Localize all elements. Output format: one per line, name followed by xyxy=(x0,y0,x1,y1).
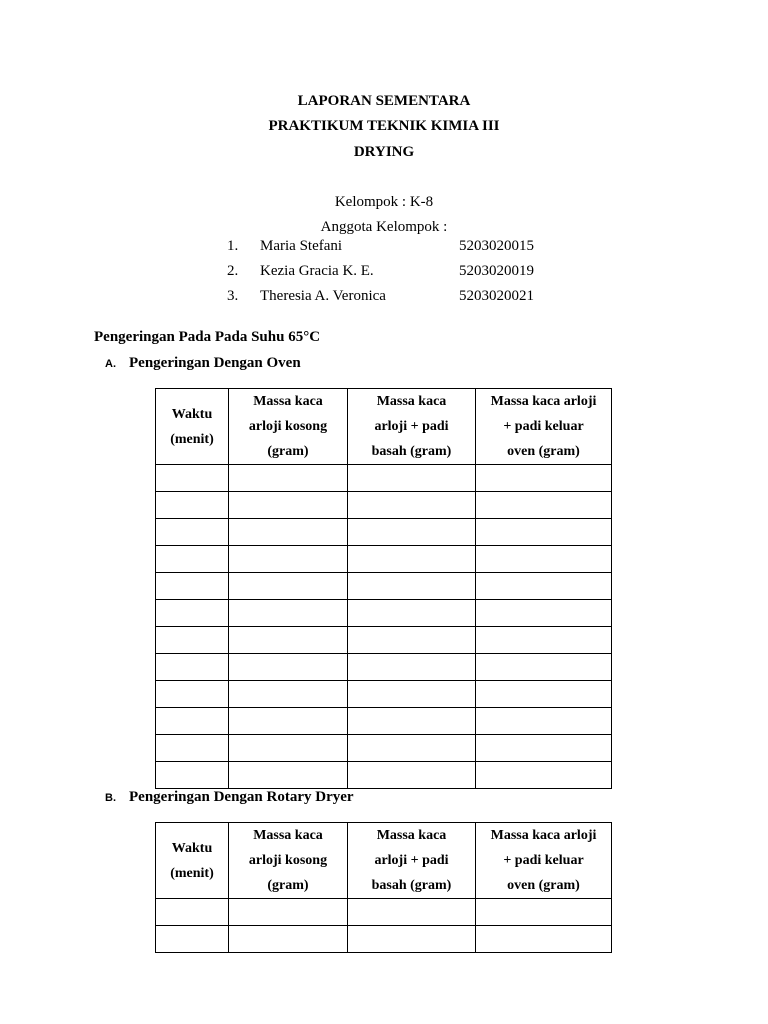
table-cell xyxy=(229,899,348,926)
member-row xyxy=(0,263,768,283)
table-row xyxy=(156,627,612,654)
report-title: LAPORAN SEMENTARA xyxy=(297,93,471,109)
header-massa-basah xyxy=(348,389,476,465)
table-cell xyxy=(476,519,612,546)
table-cell xyxy=(348,465,476,492)
header-massa-keluar xyxy=(476,389,612,465)
table-cell xyxy=(229,627,348,654)
table-row xyxy=(156,681,612,708)
table-row xyxy=(156,654,612,681)
table-row xyxy=(156,573,612,600)
report-subtitle: PRAKTIKUM TEKNIK KIMIA III xyxy=(268,118,500,134)
member-row xyxy=(0,288,768,308)
header-line: Massa kaca xyxy=(253,828,323,843)
header-massa-kosong xyxy=(229,389,348,465)
table-cell xyxy=(156,546,229,573)
header-line: arloji + padi xyxy=(374,853,449,868)
table-cell xyxy=(229,735,348,762)
table-cell xyxy=(348,735,476,762)
table-cell xyxy=(156,762,229,789)
table-cell xyxy=(348,492,476,519)
header-line: (menit) xyxy=(170,431,214,447)
header-line: Massa kaca xyxy=(376,828,447,843)
table-cell xyxy=(156,600,229,627)
rotary-dryer-table xyxy=(155,822,612,953)
header-line: + padi keluar xyxy=(503,853,584,868)
table-cell xyxy=(156,899,229,926)
member-name: Theresia A. Veronica xyxy=(260,288,386,304)
table-row xyxy=(156,519,612,546)
table-cell xyxy=(476,654,612,681)
table-row xyxy=(156,735,612,762)
table-header-row xyxy=(156,389,612,465)
table-cell xyxy=(348,546,476,573)
table-row xyxy=(156,546,612,573)
subsection-b-title xyxy=(105,789,354,806)
subsection-label: Pengeringan Dengan Oven xyxy=(129,355,301,371)
table-cell xyxy=(348,899,476,926)
table-cell xyxy=(348,708,476,735)
table-cell xyxy=(229,926,348,953)
table-row xyxy=(156,899,612,926)
table-row xyxy=(156,600,612,627)
member-row xyxy=(0,238,768,258)
table-cell xyxy=(476,465,612,492)
header-line: (gram) xyxy=(267,878,309,893)
header-massa-kosong xyxy=(229,823,348,899)
subsection-letter: A. xyxy=(105,358,116,370)
table-cell xyxy=(156,573,229,600)
table-cell xyxy=(348,681,476,708)
header-line: basah (gram) xyxy=(371,878,452,893)
members-label: Anggota Kelompok : xyxy=(320,219,448,235)
table-row xyxy=(156,708,612,735)
table-cell xyxy=(156,627,229,654)
table-cell xyxy=(229,762,348,789)
table-cell xyxy=(476,735,612,762)
table-cell xyxy=(476,492,612,519)
header-waktu xyxy=(156,389,229,465)
member-name: Kezia Gracia K. E. xyxy=(260,263,374,279)
table-row xyxy=(156,465,612,492)
header-line: Waktu xyxy=(171,406,213,422)
header-massa-basah xyxy=(348,823,476,899)
table-cell xyxy=(156,465,229,492)
header-line: oven (gram) xyxy=(507,444,580,459)
table-cell xyxy=(156,926,229,953)
table-cell xyxy=(348,654,476,681)
header-line: arloji kosong xyxy=(248,853,328,868)
header-massa-keluar xyxy=(476,823,612,899)
table-cell xyxy=(229,600,348,627)
table-cell xyxy=(476,627,612,654)
table-cell xyxy=(229,546,348,573)
member-number: 3. xyxy=(227,288,239,304)
header-line: Massa kaca arloji xyxy=(490,394,597,409)
table-cell xyxy=(156,681,229,708)
table-cell xyxy=(476,681,612,708)
table-cell xyxy=(476,926,612,953)
table-cell xyxy=(229,519,348,546)
table-cell xyxy=(476,546,612,573)
header-line: (gram) xyxy=(267,444,309,459)
group-label: Kelompok : K-8 xyxy=(334,194,434,210)
table-cell xyxy=(348,600,476,627)
section-title: Pengeringan Pada Pada Suhu 65°C xyxy=(94,329,321,345)
header-line: oven (gram) xyxy=(507,878,580,893)
header-line: + padi keluar xyxy=(503,419,584,434)
header-line: basah (gram) xyxy=(371,444,452,459)
member-id: 5203020021 xyxy=(459,288,534,304)
subsection-label: Pengeringan Dengan Rotary Dryer xyxy=(129,789,354,805)
table-cell xyxy=(156,708,229,735)
table-cell xyxy=(476,762,612,789)
header-line: Massa kaca xyxy=(253,394,323,409)
table-row xyxy=(156,492,612,519)
table-cell xyxy=(229,708,348,735)
table-row xyxy=(156,926,612,953)
member-number: 1. xyxy=(227,238,239,254)
header-waktu xyxy=(156,823,229,899)
table-cell xyxy=(476,708,612,735)
table-cell xyxy=(156,735,229,762)
member-name: Maria Stefani xyxy=(260,238,343,254)
table-cell xyxy=(229,465,348,492)
table-header-row xyxy=(156,823,612,899)
table-cell xyxy=(476,899,612,926)
header-line: arloji + padi xyxy=(374,419,449,434)
subsection-letter: B. xyxy=(105,792,116,804)
table-cell xyxy=(229,654,348,681)
table-cell xyxy=(476,573,612,600)
member-number: 2. xyxy=(227,263,239,279)
header-line: Massa kaca xyxy=(376,394,447,409)
table-cell xyxy=(348,627,476,654)
table-cell xyxy=(229,681,348,708)
oven-drying-table xyxy=(155,388,612,789)
table-cell xyxy=(348,573,476,600)
table-row xyxy=(156,762,612,789)
table-cell xyxy=(229,492,348,519)
header-line: arloji kosong xyxy=(248,419,328,434)
table-cell xyxy=(476,600,612,627)
table-cell xyxy=(348,762,476,789)
member-id: 5203020019 xyxy=(459,263,534,279)
table-cell xyxy=(156,519,229,546)
table-cell xyxy=(348,519,476,546)
header-line: (menit) xyxy=(170,865,214,881)
table-cell xyxy=(348,926,476,953)
table-cell xyxy=(156,654,229,681)
header-line: Waktu xyxy=(171,840,213,856)
member-id: 5203020015 xyxy=(459,238,534,254)
header-line: Massa kaca arloji xyxy=(490,828,597,843)
report-topic: DRYING xyxy=(353,144,415,160)
subsection-a-title xyxy=(105,355,301,372)
table-cell xyxy=(229,573,348,600)
table-cell xyxy=(156,492,229,519)
